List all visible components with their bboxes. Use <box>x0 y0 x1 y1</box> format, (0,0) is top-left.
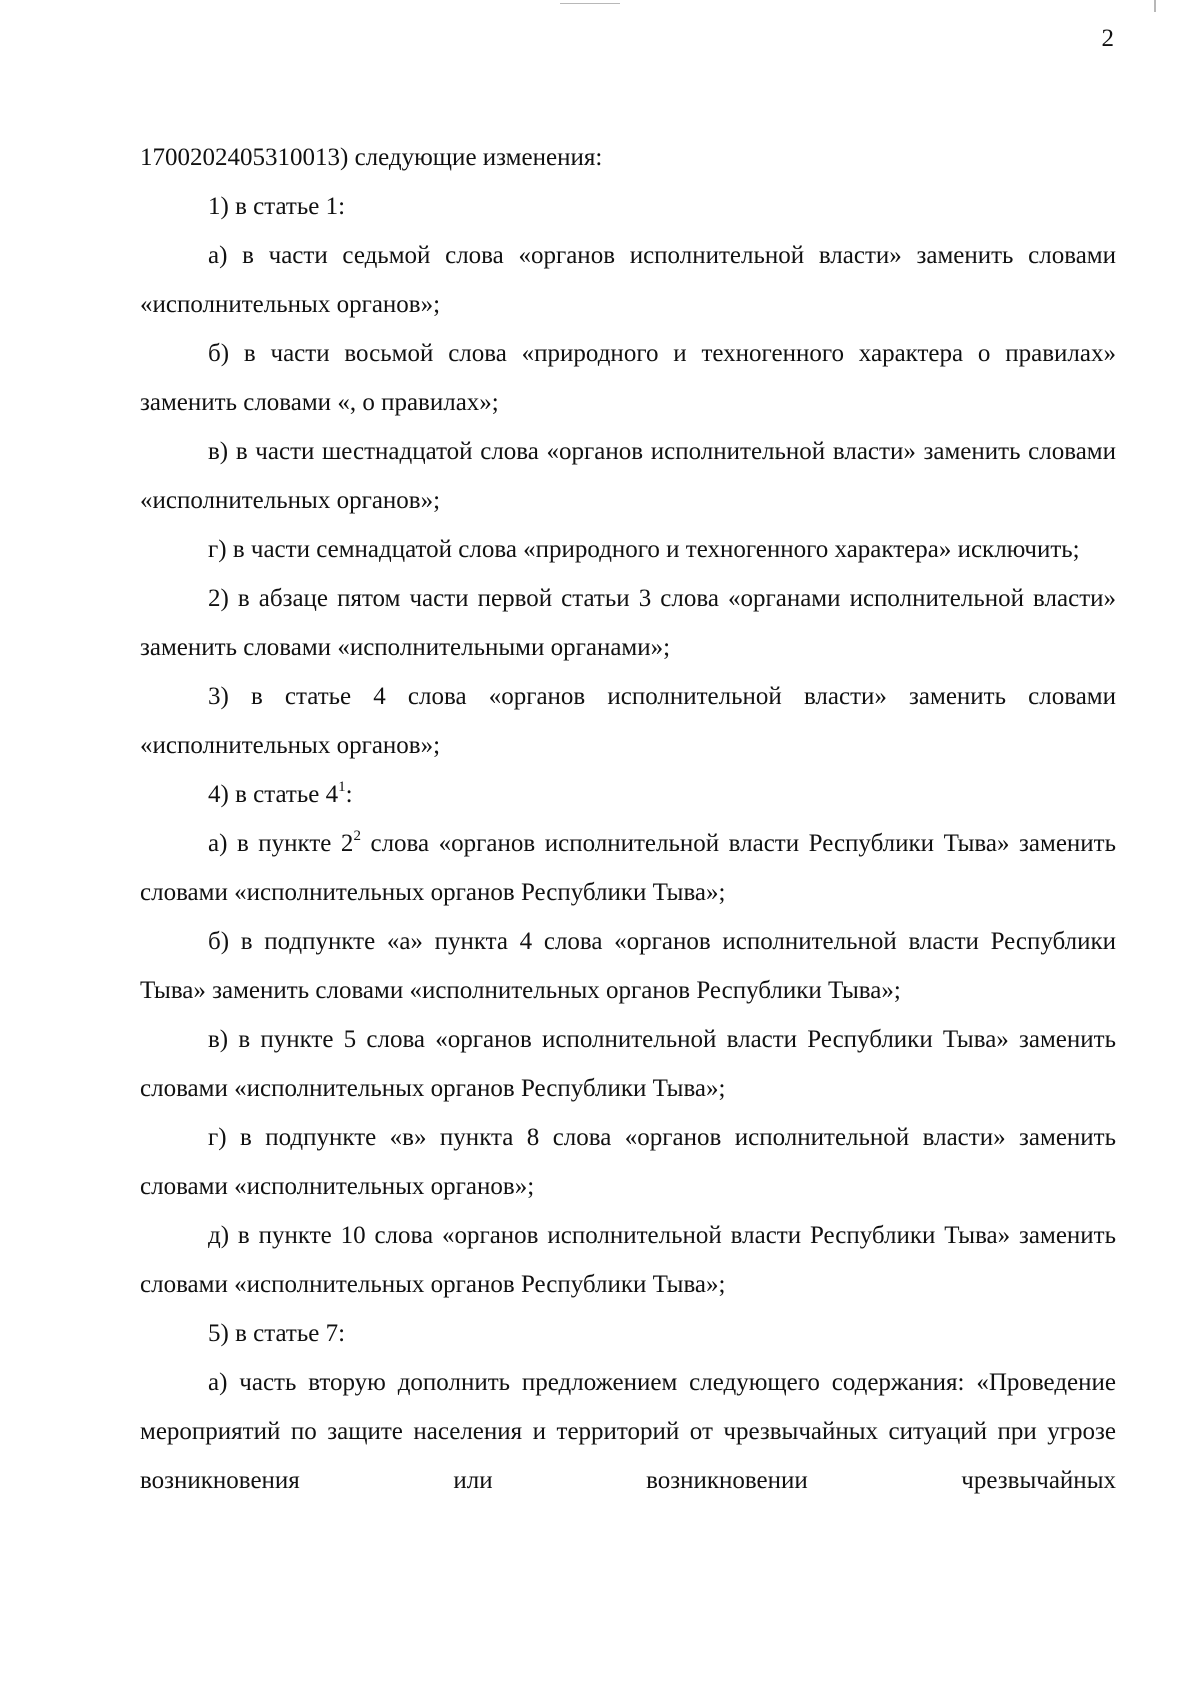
paragraph-item-1 <box>140 182 1116 231</box>
paragraph-text: д) в пункте 10 слова «органов исполнительной власти Республики Тыва» заменить словами «исполнительных органов Республики Тыва»; <box>140 1222 1116 1298</box>
paragraph-item-4b <box>140 917 1116 1015</box>
paragraph-item-2 <box>140 574 1116 672</box>
paragraph-item-1a <box>140 231 1116 329</box>
paragraph-text: : <box>345 781 353 808</box>
paragraph-item-1g <box>140 525 1116 574</box>
paragraph-text: г) в подпункте «в» пункта 8 слова «органов исполнительной власти» заменить словами «исполнительных органов»; <box>140 1124 1116 1200</box>
paragraph-text: 4) в статье 4 <box>208 781 339 808</box>
paragraph-item-3 <box>140 672 1116 770</box>
scan-artifact <box>560 3 620 4</box>
page-number: 2 <box>1101 25 1114 52</box>
document-body <box>140 133 1116 1505</box>
paragraph-item-4d <box>140 1211 1116 1309</box>
paragraph-text: г) в части семнадцатой слова «природного и техногенного характера» исключить; <box>208 536 1080 563</box>
paragraph-text: в) в пункте 5 слова «органов исполнительной власти Республики Тыва» заменить словами «исполнительных органов Республики Тыва»; <box>140 1026 1116 1102</box>
superscript-index: 1 <box>338 779 346 795</box>
paragraph-text: а) в пункте 2 <box>208 830 354 857</box>
paragraph-item-5a <box>140 1358 1116 1505</box>
scan-artifact <box>1154 0 1156 12</box>
paragraph-text: слова «органов исполнительной власти Республики Тыва» заменить словами «исполнительных органов Республики Тыва»; <box>140 830 1116 906</box>
paragraph-item-4a <box>140 819 1116 917</box>
paragraph-item-1b <box>140 329 1116 427</box>
paragraph-text: б) в части восьмой слова «природного и техногенного характера о правилах» заменить словами «, о правилах»; <box>140 340 1116 416</box>
paragraph-text: 2) в абзаце пятом части первой статьи 3 слова «органами исполнительной власти» заменить словами «исполнительными органами»; <box>140 585 1116 661</box>
paragraph-item-4 <box>140 770 1116 819</box>
paragraph-text: а) часть вторую дополнить предложением следующего содержания: «Проведение мероприятий по защите населения и территорий от чрезвычайных ситуаций при угрозе возникновения или возникновении чрезвычайных <box>140 1369 1116 1494</box>
paragraph-text: 1) в статье 1: <box>208 193 346 220</box>
paragraph-text: в) в части шестнадцатой слова «органов исполнительной власти» заменить словами «исполнительных органов»; <box>140 438 1116 514</box>
paragraph-item-1v <box>140 427 1116 525</box>
paragraph-text: 3) в статье 4 слова «органов исполнительной власти» заменить словами «исполнительных органов»; <box>140 683 1116 759</box>
paragraph-text: 5) в статье 7: <box>208 1320 346 1347</box>
paragraph-text: а) в части седьмой слова «органов исполнительной власти» заменить словами «исполнительных органов»; <box>140 242 1116 318</box>
paragraph-text: б) в подпункте «а» пункта 4 слова «органов исполнительной власти Республики Тыва» заменить словами «исполнительных органов Республики Тыва»; <box>140 928 1116 1004</box>
paragraph-item-4g <box>140 1113 1116 1211</box>
paragraph-continuation <box>140 133 1116 182</box>
paragraph-text: 1700202405310013) следующие изменения: <box>140 144 603 171</box>
paragraph-item-4v <box>140 1015 1116 1113</box>
paragraph-item-5 <box>140 1309 1116 1358</box>
superscript-index: 2 <box>353 828 361 844</box>
